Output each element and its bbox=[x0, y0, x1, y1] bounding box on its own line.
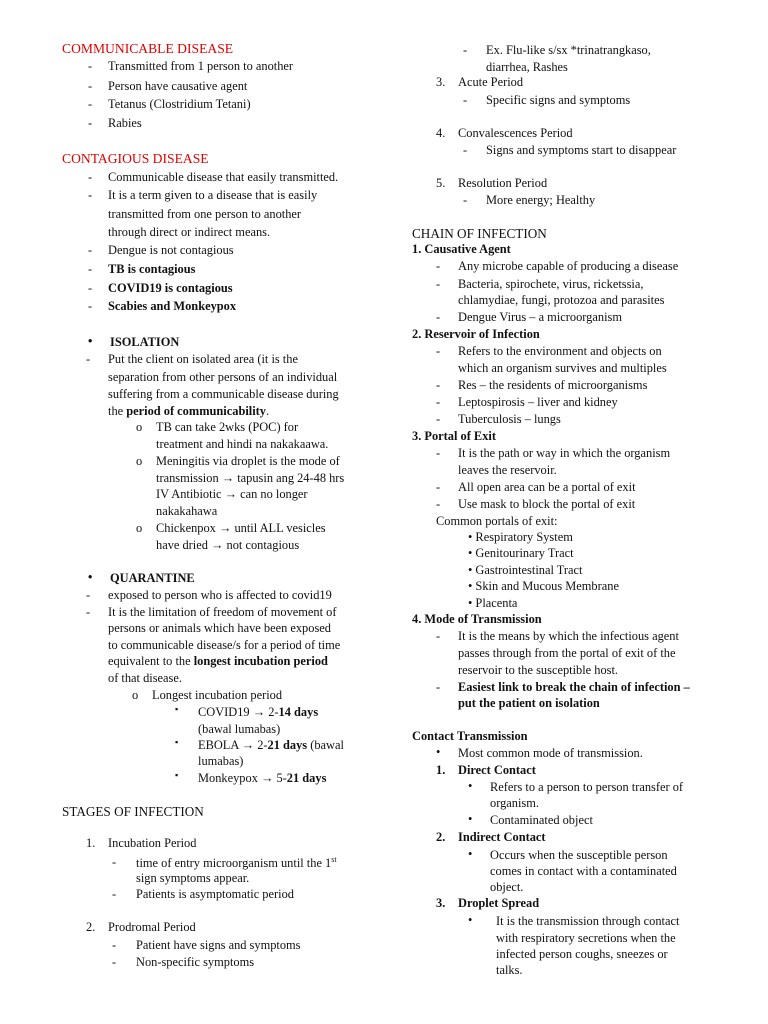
dash: - bbox=[436, 395, 441, 409]
text-line: Res – the residents of microorganisms bbox=[458, 378, 648, 392]
dash: - bbox=[463, 93, 468, 107]
dash: - bbox=[436, 412, 441, 426]
text-line: object. bbox=[490, 880, 524, 894]
text: (bawal bbox=[307, 738, 344, 752]
text: the bbox=[108, 404, 127, 418]
text-line bbox=[136, 856, 337, 870]
dash: - bbox=[88, 243, 93, 257]
superscript: st bbox=[331, 855, 337, 864]
text-line: Contaminated object bbox=[490, 813, 593, 827]
text: time of entry microorganism until the 1 bbox=[136, 856, 332, 871]
text-line: transmission → tapusin ang 24-48 hrs bbox=[156, 471, 345, 485]
list-item: • Skin and Mucous Membrane bbox=[468, 579, 619, 593]
text-line: Ex. Flu-like s/sx *trinatrangkaso, bbox=[486, 43, 651, 57]
dash: - bbox=[88, 97, 93, 111]
portal-heading: 3. Portal of Exit bbox=[412, 429, 496, 443]
text: EBOLA → 2- bbox=[198, 738, 268, 752]
list-number: 1. bbox=[86, 836, 96, 850]
dash: - bbox=[436, 680, 441, 694]
text-line: Prodromal Period bbox=[108, 920, 196, 934]
text-line: IV Antibiotic → can no longer bbox=[156, 487, 308, 501]
dash: - bbox=[436, 497, 441, 511]
causative-heading: 1. Causative Agent bbox=[412, 242, 511, 256]
text-line: It is the means by which the infectious agent bbox=[458, 629, 679, 643]
text-line: chlamydiae, fungi, protozoa and parasites bbox=[458, 293, 665, 307]
text-line: lumabas) bbox=[198, 754, 244, 768]
list-item: • Genitourinary Tract bbox=[468, 546, 574, 560]
list-item: Tetanus (Clostridium Tetani) bbox=[108, 97, 251, 111]
text-line: Non-specific symptoms bbox=[136, 955, 255, 969]
bullet-icon: • bbox=[88, 334, 93, 348]
mode-heading: 4. Mode of Transmission bbox=[412, 612, 542, 626]
dash: - bbox=[436, 259, 441, 273]
text-line: Easiest link to break the chain of infection – bbox=[458, 680, 690, 694]
bullet-icon: • bbox=[468, 779, 473, 793]
square-bullet-icon: ▪ bbox=[175, 770, 179, 780]
text-line: suffering from a communicable disease during bbox=[108, 387, 339, 401]
list-item: Communicable disease that easily transmitted. bbox=[108, 170, 339, 184]
circle-bullet-icon: o bbox=[136, 454, 143, 468]
dash: - bbox=[463, 193, 468, 207]
list-item: Person have causative agent bbox=[108, 79, 248, 93]
text-line: It is the transmission through contact bbox=[496, 914, 680, 928]
square-bullet-icon: ▪ bbox=[175, 737, 179, 747]
list-item: Rabies bbox=[108, 116, 142, 130]
list-number: 1. bbox=[436, 763, 446, 777]
chain-heading: CHAIN OF INFECTION bbox=[412, 226, 547, 241]
circle-bullet-icon: o bbox=[136, 521, 143, 535]
list-item: It is a term given to a disease that is easily bbox=[108, 188, 318, 202]
text-line: Patients is asymptomatic period bbox=[136, 887, 294, 901]
list-item: • Respiratory System bbox=[468, 530, 573, 544]
dash: - bbox=[88, 281, 93, 295]
communicable-heading: COMMUNICABLE DISEASE bbox=[62, 41, 234, 56]
text-line: Use mask to block the portal of exit bbox=[458, 497, 636, 511]
subheading: Indirect Contact bbox=[458, 830, 546, 844]
text-line: All open area can be a portal of exit bbox=[458, 480, 636, 494]
dash: - bbox=[436, 378, 441, 392]
stages-heading: STAGES OF INFECTION bbox=[62, 804, 204, 819]
text-line: passes through from the portal of exit of the bbox=[458, 646, 676, 660]
list-number: 4. bbox=[436, 126, 446, 140]
text-line bbox=[108, 405, 269, 417]
dash: - bbox=[88, 59, 93, 73]
text-line: separation from other persons of an individual bbox=[108, 370, 338, 384]
isolation-heading: ISOLATION bbox=[110, 335, 180, 349]
text-line: Refers to the environment and objects on bbox=[458, 344, 662, 358]
list-item: COVID19 is contagious bbox=[108, 281, 233, 295]
dash: - bbox=[436, 344, 441, 358]
list-number: 2. bbox=[86, 920, 96, 934]
list-number: 3. bbox=[436, 75, 446, 89]
text-line: TB can take 2wks (POC) for bbox=[156, 420, 299, 434]
bullet-icon: • bbox=[468, 913, 473, 927]
text-line bbox=[198, 706, 318, 718]
dash: - bbox=[436, 277, 441, 291]
dash: - bbox=[88, 262, 93, 276]
dash: - bbox=[86, 605, 91, 619]
dash: - bbox=[88, 79, 93, 93]
text-line: talks. bbox=[496, 963, 523, 977]
text-line: It is the path or way in which the organism bbox=[458, 446, 671, 460]
text: 14 days bbox=[278, 705, 319, 719]
text-line bbox=[198, 772, 326, 784]
longest-incubation-period: longest incubation period bbox=[193, 654, 328, 668]
text-line: Convalescences Period bbox=[458, 126, 573, 140]
text-line: organism. bbox=[490, 796, 539, 810]
quarantine-heading: QUARANTINE bbox=[110, 571, 195, 585]
text-line: exposed to person who is affected to covid19 bbox=[108, 588, 332, 602]
text-line bbox=[108, 655, 328, 667]
text-line: Chickenpox → until ALL vesicles bbox=[156, 521, 326, 535]
contact-heading: Contact Transmission bbox=[412, 729, 528, 743]
dash: - bbox=[112, 887, 117, 901]
dash: - bbox=[88, 299, 93, 313]
list-item: TB is contagious bbox=[108, 262, 196, 276]
text-line: put the patient on isolation bbox=[458, 696, 600, 710]
text-line: (bawal lumabas) bbox=[198, 722, 281, 736]
list-number: 2. bbox=[436, 830, 446, 844]
bullet-icon: • bbox=[468, 847, 473, 861]
reservoir-heading: 2. Reservoir of Infection bbox=[412, 327, 540, 341]
text-line: Patient have signs and symptoms bbox=[136, 938, 301, 952]
text-line: Meningitis via droplet is the mode of bbox=[156, 454, 340, 468]
text-line: Tuberculosis – lungs bbox=[458, 412, 561, 426]
list-item: Scabies and Monkeypox bbox=[108, 299, 237, 313]
list-item: Dengue is not contagious bbox=[108, 243, 234, 257]
text-line: Incubation Period bbox=[108, 836, 197, 850]
circle-bullet-icon: o bbox=[132, 688, 139, 702]
text-line: Leptospirosis – liver and kidney bbox=[458, 395, 618, 409]
dash: - bbox=[86, 588, 91, 602]
dash: - bbox=[436, 446, 441, 460]
text-line: Put the client on isolated area (it is the bbox=[108, 352, 298, 366]
contagious-heading: CONTAGIOUS DISEASE bbox=[62, 151, 209, 166]
text: 21 days bbox=[286, 771, 327, 785]
bullet-icon: • bbox=[88, 570, 93, 584]
bullet-icon: • bbox=[468, 812, 473, 826]
text-line: diarrhea, Rashes bbox=[486, 60, 568, 74]
dash: - bbox=[463, 143, 468, 157]
text-line: sign symptoms appear. bbox=[136, 871, 250, 885]
dash: - bbox=[86, 352, 91, 366]
text-line: Longest incubation period bbox=[152, 688, 283, 702]
dash: - bbox=[463, 43, 468, 57]
text-line: Most common mode of transmission. bbox=[458, 746, 643, 760]
dash: - bbox=[436, 310, 441, 324]
text: equivalent to the bbox=[108, 654, 194, 668]
text-line: infected person coughs, sneezes or bbox=[496, 947, 668, 961]
period-of-communicability: period of communicability bbox=[126, 404, 266, 418]
text-line: Occurs when the susceptible person bbox=[490, 848, 668, 862]
text-line: nakakahawa bbox=[156, 504, 218, 518]
dash: - bbox=[436, 629, 441, 643]
circle-bullet-icon: o bbox=[136, 420, 143, 434]
list-item: Transmitted from 1 person to another bbox=[108, 59, 294, 73]
text: . bbox=[265, 404, 270, 418]
text-line: Acute Period bbox=[458, 75, 524, 89]
text-line: of that disease. bbox=[108, 671, 182, 685]
text-line: It is the limitation of freedom of movement of bbox=[108, 605, 337, 619]
text: COVID19 → 2- bbox=[198, 705, 279, 719]
square-bullet-icon: ▪ bbox=[175, 704, 179, 714]
dash: - bbox=[112, 938, 117, 952]
list-item: • Gastrointestinal Tract bbox=[468, 563, 583, 577]
text-line: leaves the reservoir. bbox=[458, 463, 557, 477]
bullet-icon: • bbox=[436, 745, 441, 759]
subheading: Droplet Spread bbox=[458, 896, 540, 910]
list-number: 5. bbox=[436, 176, 446, 190]
text-line: persons or animals which have been exposed bbox=[108, 621, 331, 635]
text: Monkeypox → 5- bbox=[198, 771, 287, 785]
list-item: through direct or indirect means. bbox=[108, 225, 271, 239]
text-line: Any microbe capable of producing a disease bbox=[458, 259, 679, 273]
text-line: Dengue Virus – a microorganism bbox=[458, 310, 622, 324]
text: 21 days bbox=[267, 738, 308, 752]
text-line: More energy; Healthy bbox=[486, 193, 596, 207]
text-line: Signs and symptoms start to disappear bbox=[486, 143, 677, 157]
text-line: which an organism survives and multiples bbox=[458, 361, 667, 375]
text-line: Refers to a person to person transfer of bbox=[490, 780, 684, 794]
dash: - bbox=[112, 855, 117, 869]
text-line: have dried → not contagious bbox=[156, 538, 300, 552]
dash: - bbox=[88, 116, 93, 130]
text-line bbox=[198, 739, 344, 751]
dash: - bbox=[88, 188, 93, 202]
list-item: • Placenta bbox=[468, 596, 518, 610]
dash: - bbox=[112, 955, 117, 969]
text-line: reservoir to the susceptible host. bbox=[458, 663, 619, 677]
text-line: comes in contact with a contaminated bbox=[490, 864, 677, 878]
text-line: treatment and hindi na nakakaawa. bbox=[156, 437, 329, 451]
text-line: with respiratory secretions when the bbox=[496, 931, 676, 945]
text-line: to communicable disease/s for a period of time bbox=[108, 638, 341, 652]
text-line: Resolution Period bbox=[458, 176, 548, 190]
subheading: Direct Contact bbox=[458, 763, 536, 777]
text-line: Bacteria, spirochete, virus, ricketssia, bbox=[458, 277, 644, 291]
list-number: 3. bbox=[436, 896, 446, 910]
dash: - bbox=[88, 170, 93, 184]
text-line: Common portals of exit: bbox=[436, 514, 558, 528]
text-line: Specific signs and symptoms bbox=[486, 93, 631, 107]
dash: - bbox=[436, 480, 441, 494]
list-item: transmitted from one person to another bbox=[108, 207, 302, 221]
